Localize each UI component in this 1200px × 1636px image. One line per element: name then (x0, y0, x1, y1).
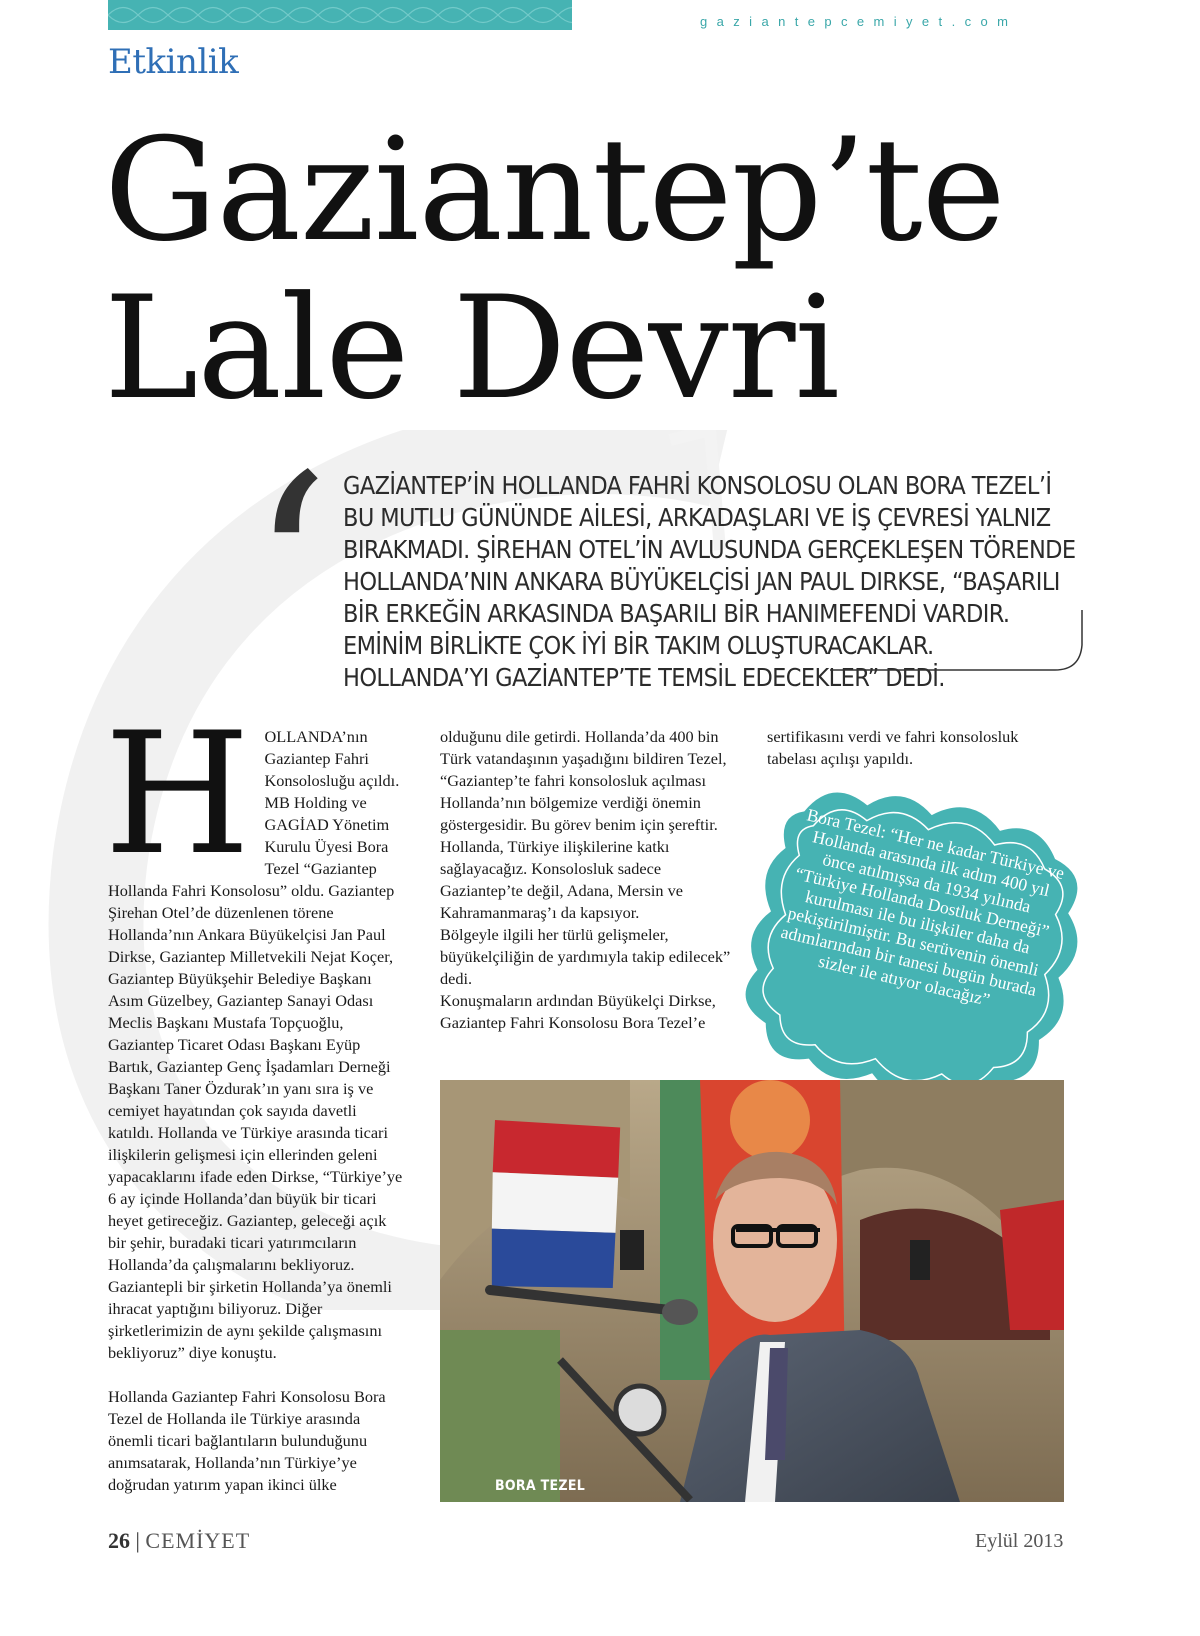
article-paragraph: Bölgeyle ilgili her türlü gelişmeler, büyükelçiliğin de yardımıyla takip edilecek” dedi. (440, 925, 731, 988)
folio-divider: | (135, 1528, 146, 1553)
article-paragraph: olduğunu dile getirdi. Hollanda’da 400 bin Türk vatandaşının yaşadığını bildiren Tezel, “Gaziantep’te fahri konsolosluk açılması Hollanda’nın bölgemize verdiği önemin göstergesidir. Bu görev benim için şereftir. Hollanda, Türkiye ilişkilerine katkı sağlayacağız. Konsolosluk sadece Gaziantep’te değil, Adana, Mersin ve Kahramanmaraş’ı da kapsıyor. (440, 727, 727, 922)
drop-cap: H (104, 696, 251, 892)
quote-badge-text: Bora Tezel: “Her ne kadar Türkiye ve Hollanda arasında ilk adım 400 yıl önce atılmışsa da 1934 yılında “Türkiye Hollanda Dostluk Derneği” kurulması ile bu ilişkiler daha da pekiştirilmiştir. Bu serüvenin önemli adımlarından bir tanesi bugün burada sizler ile atıyor olacağız” (779, 804, 1067, 1010)
page-folio (108, 1528, 250, 1554)
article-paragraph: Konuşmaların ardından Büyükelçi Dirkse, Gaziantep Fahri Konsolosu Bora Tezel’e (440, 991, 716, 1032)
article-column-2 (440, 726, 735, 1034)
article-paragraph: Hollanda Gaziantep Fahri Konsolosu Bora Tezel de Hollanda ile Türkiye arasında önemli ticari bağlantıların bulunduğunu anımsatarak, Hollanda’nın Türkiye’ye doğrudan yatırım yapan ikinci ülke (108, 1387, 386, 1494)
pull-quote-underline (830, 610, 1100, 690)
headline-line-2: Lale Devri (104, 266, 839, 431)
issue-date: Eylül 2013 (975, 1530, 1064, 1552)
article-column-1 (104, 696, 406, 1496)
section-label: Etkinlik (108, 42, 239, 82)
speaker-photo (440, 1080, 1064, 1502)
article-paragraph: OLLANDA’nın Gaziantep Fahri Konsolosluğu açıldı. MB Holding ve GAGİAD Yönetim Kurulu Üyesi Bora Tezel “Gaziantep Hollanda Fahri Konsolosu” oldu. Gaziantep Şirehan Otel’de düzenlenen törene Hollanda’nın Ankara Büyükelçisi Jan Paul Dirkse, Gaziantep Milletvekili Nejat Koçer, Gaziantep Büyükşehir Belediye Başkanı Asım Güzelbey, Gaziantep Sanayi Odası Meclis Başkanı Mustafa Topçuoğlu, Gaziantep Ticaret Odası Başkanı Eyüp Bartık, Gaziantep Genç İşadamları Derneği Başkanı Taner Özdurak’ın yanı sıra iş ve cemiyet hayatından çok sayıda davetli katıldı. Hollanda ve Türkiye arasında ticari ilişkilerin gelişmesi için ellerinden geleni yapacaklarını ifade eden Dirkse, “Türkiye’ye 6 ay içinde Hollanda’dan büyük bir ticari heyet getireceğiz. Gaziantep, geleceği açık bir şehir, buradaki ticari yatırımcıların Hollanda’da çalışmalarını bekliyoruz. Gaziantepli bir şirketin Hollanda’ya önemli ihracat yaptığını biliyoruz. Diğer şirketlerimizin de aynı şekilde çalışmasını bekliyoruz” diye konuştu. (108, 727, 403, 1362)
quote-mark-icon: ‘ (248, 421, 331, 723)
site-url: gaziantepcemiyet.com (700, 14, 1018, 29)
article-column-3 (767, 726, 1067, 770)
headline (104, 108, 1005, 431)
article-paragraph: sertifikasını verdi ve fahri konsolosluk tabelası açılışı yapıldı. (767, 727, 1019, 768)
top-pattern-band (108, 0, 572, 30)
page-number: 26 (108, 1528, 130, 1553)
headline-line-1: Gaziantep’te (104, 108, 1005, 273)
magazine-name: CEMİYET (145, 1528, 251, 1553)
photo-caption: BORA TEZEL (495, 1478, 586, 1494)
pull-quote: GAZİANTEP’İN HOLLANDA FAHRİ KONSOLOSU OLAN BORA TEZEL’İ BU MUTLU GÜNÜNDE AİLESİ, ARKADAŞLARI VE İŞ ÇEVRESİ YALNIZ BIRAKMADI. ŞİREHAN OTEL’İN AVLUSUNDA GERÇEKLEŞEN TÖRENDE HOLLANDA’NIN ANKARA BÜYÜKELÇİSİ JAN PAUL DIRKSE, “BAŞARILI BİR ERKEĞİN ARKASINDA BAŞARILI BİR HANIMEFENDİ VARDIR. EMİNİM BİRLİKTE ÇOK İYİ BİR TAKIM OLUŞTURACAKLAR. HOLLANDA’YI GAZİANTEP’TE TEMSİL EDECEKLER” DEDİ. (343, 471, 1076, 692)
